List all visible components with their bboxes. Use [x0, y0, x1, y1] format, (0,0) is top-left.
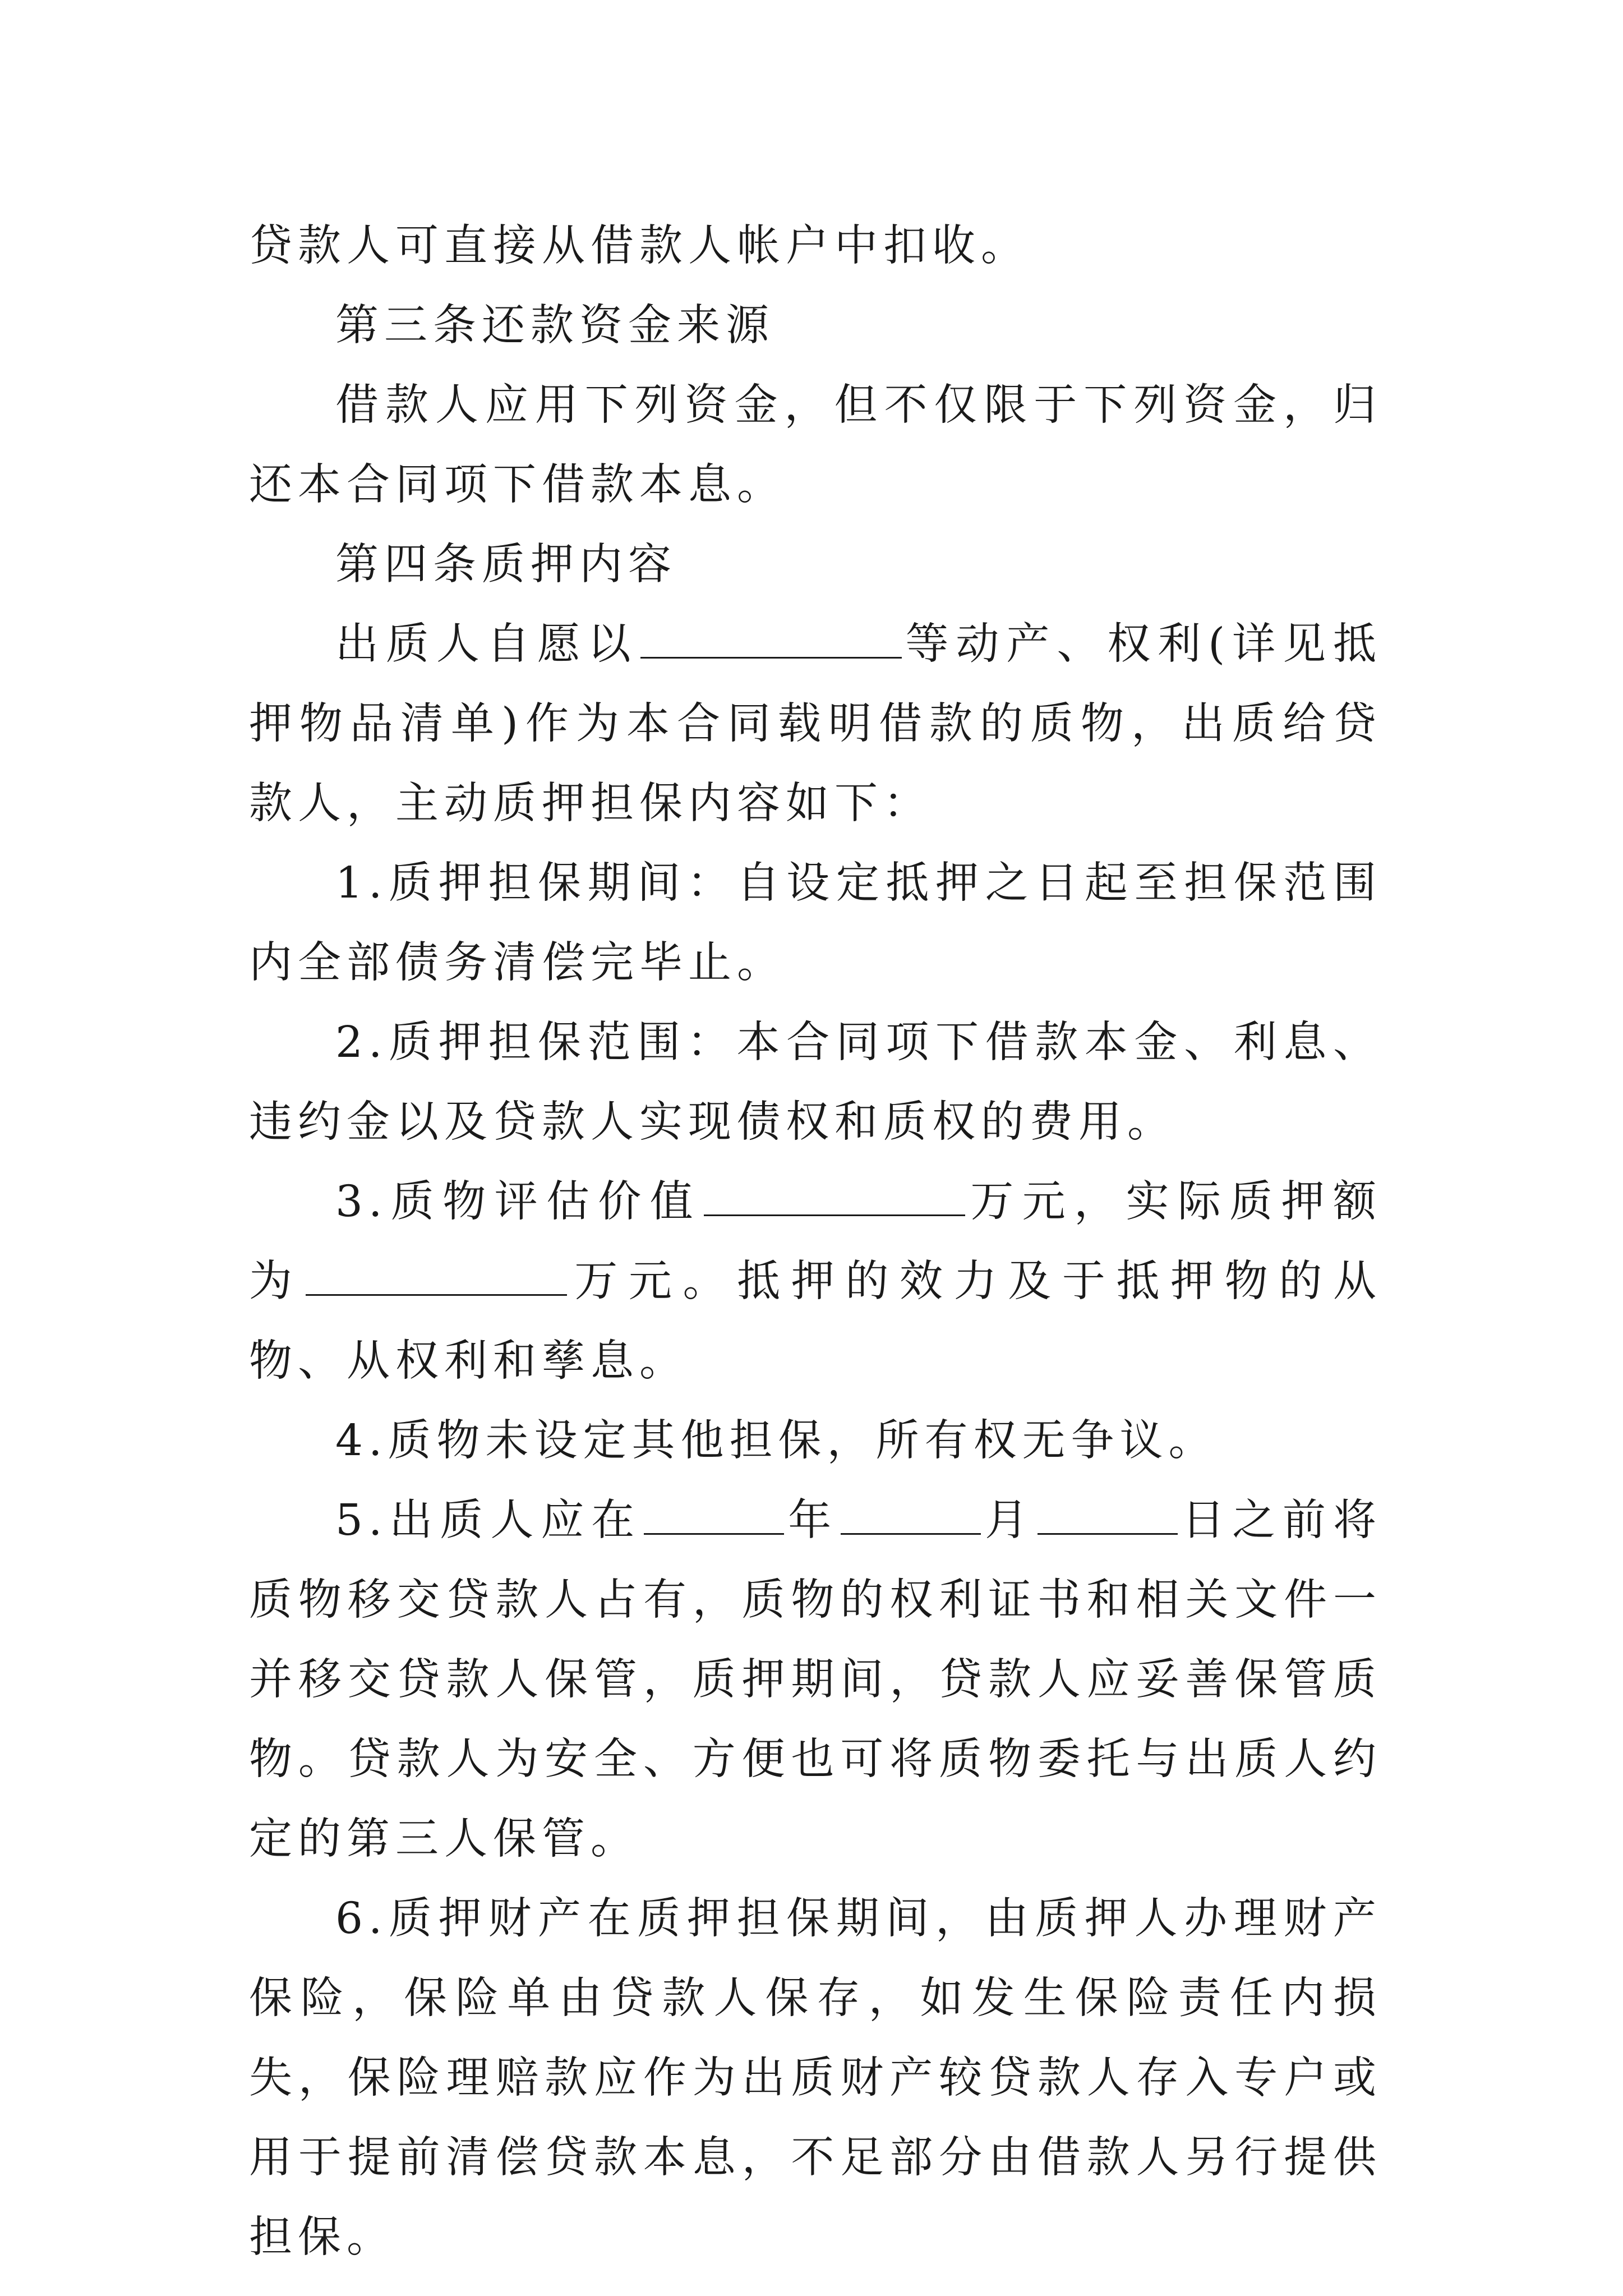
item-3-text-2: 万元，实际质押额为 [249, 1177, 1382, 1306]
day-blank[interactable] [1038, 1496, 1178, 1535]
item-5-text-4: 日之前将质物移交贷款人占有，质物的权利证书和相关文件一并移交贷款人保管，质押期间，贷款人应妥善保管质物。贷款人为安全、方便也可将质物委托与出质人约定的第三人保管。 [249, 1496, 1382, 1864]
item-6-insurance: 6.质押财产在质押担保期间，由质押人办理财产保险，保险单由贷款人保存，如发生保险责任内损失，保险理赔款应作为出质财产较贷款人存入专户或用于提前清偿贷款本息，不足部分由借款人另行提供担保。 [249, 1894, 1382, 2262]
item-3-text-3: 万元。抵押的效力及于抵押物的从物、从权利和孳息。 [249, 1257, 1382, 1386]
pledge-asset-blank[interactable] [640, 620, 902, 659]
item-1-pledge-period: 1.质押担保期间：自设定抵押之日起至担保范围内全部债务清偿完毕止。 [249, 858, 1382, 988]
pledge-intro-text-1: 出质人自愿以 [335, 619, 638, 669]
appraised-value-blank[interactable] [704, 1177, 965, 1216]
paragraph-repayment-source: 借款人应用下列资金，但不仅限于下列资金，归还本合同项下借款本息。 [249, 380, 1382, 510]
month-blank[interactable] [841, 1496, 981, 1535]
item-3-pledge-value [249, 1162, 1382, 1401]
year-blank[interactable] [644, 1496, 784, 1535]
pledge-amount-blank[interactable] [306, 1257, 567, 1296]
paragraph-deduction: 贷款人可直接从借款人帐户中扣收。 [249, 221, 1030, 271]
contract-body [249, 206, 1382, 2277]
item-3-text-1: 3.质物评估价值 [335, 1177, 702, 1227]
article-3-heading: 第三条还款资金来源 [335, 301, 774, 351]
item-4-no-other-guarantee: 4.质物未设定其他担保，所有权无争议。 [335, 1416, 1218, 1466]
item-5-text-1: 5.出质人应在 [335, 1496, 642, 1545]
item-2-pledge-scope: 2.质押担保范围：本合同项下借款本金、利息、违约金以及贷款人实现债权和质权的费用。 [249, 1018, 1382, 1147]
pledge-intro-text-2: 等动产、权利(详见抵押物品清单)作为本合同载明借款的质物，出质给贷款人，主动质押担保内容如下： [249, 619, 1382, 829]
month-label: 月 [983, 1496, 1036, 1545]
item-5-transfer-deadline [249, 1481, 1382, 1879]
paragraph-pledge-intro [249, 605, 1382, 844]
year-label: 年 [786, 1496, 839, 1545]
article-4-heading: 第四条质押内容 [335, 540, 677, 590]
